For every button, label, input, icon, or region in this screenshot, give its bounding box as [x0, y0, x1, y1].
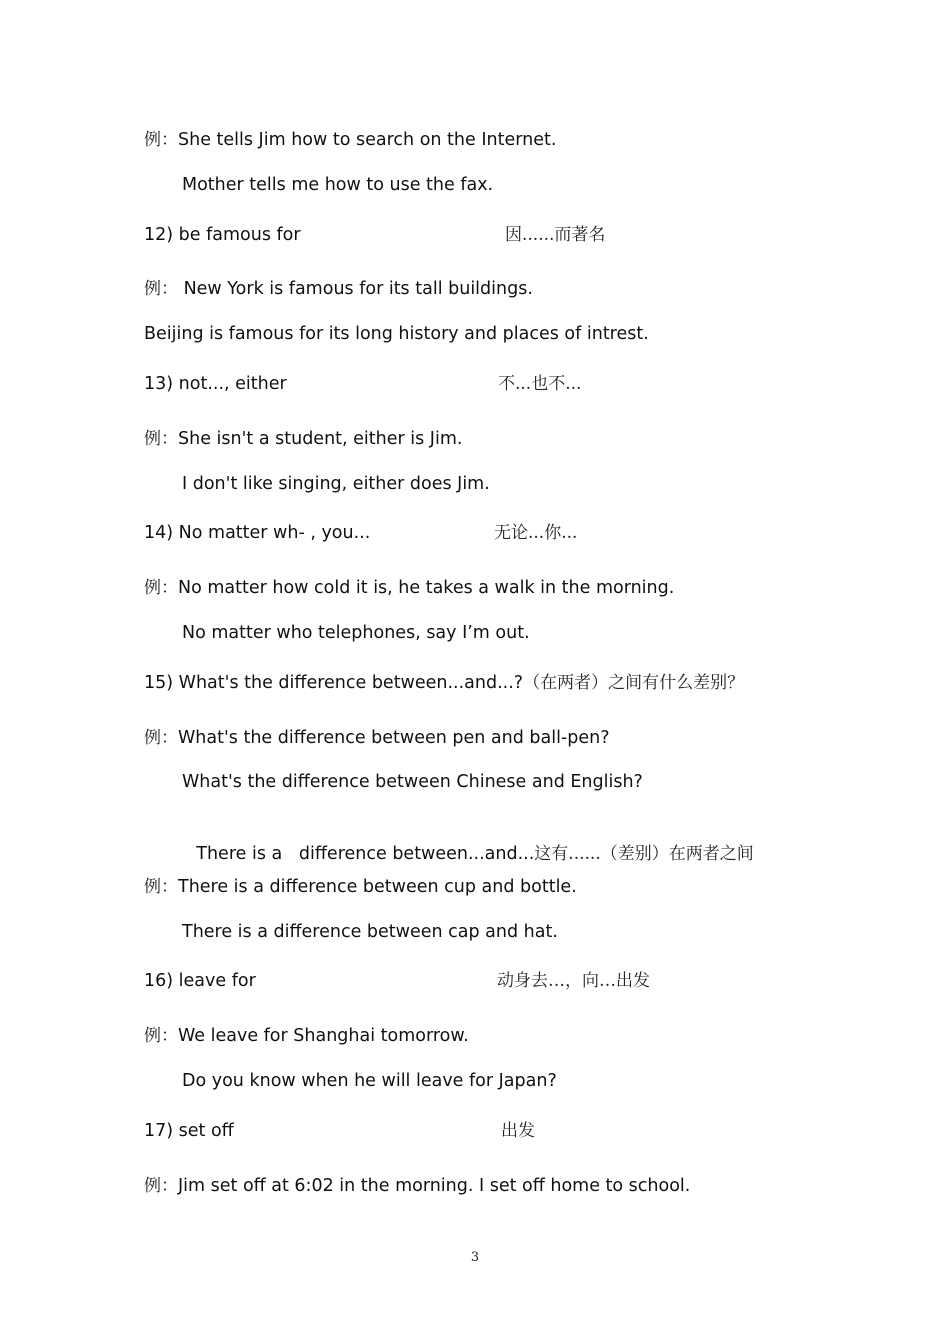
example-text: No matter how cold it is, he takes a walk in the morning.: [178, 578, 675, 598]
example-line: No matter who telephones, say I’m out.: [182, 623, 530, 643]
phrase-text: 15) What's the difference between...and...?: [144, 673, 524, 693]
phrase-translation: 不...也不...: [498, 374, 582, 394]
phrase-heading: 13) not..., either: [144, 374, 287, 394]
example-text: Jim set off at 6:02 in the morning. I set off home to school.: [178, 1176, 691, 1196]
example-line: What's the difference between Chinese and English?: [182, 772, 643, 792]
phrase-translation: 无论...你...: [494, 523, 578, 543]
example-text: She isn't a student, either is Jim.: [178, 429, 463, 449]
phrase-text: There is a difference between...and...: [196, 844, 535, 864]
example-text: What's the difference between pen and ball-pen?: [178, 728, 610, 748]
example-line: [144, 129, 556, 151]
example-label: 例：: [144, 130, 178, 150]
example-line: There is a difference between cap and hat.: [182, 922, 558, 942]
example-line: [144, 278, 533, 300]
example-label: 例：: [144, 728, 178, 748]
phrase-heading: 16) leave for: [144, 971, 256, 991]
phrase-translation: （在两者）之间有什么差别？: [523, 673, 745, 693]
phrase-translation: 出发: [501, 1121, 535, 1141]
example-label: 例：: [144, 429, 178, 449]
example-line: [144, 577, 674, 599]
phrase-heading: [144, 672, 744, 694]
example-text: She tells Jim how to search on the Internet.: [178, 130, 557, 150]
example-label: 例：: [144, 1176, 178, 1196]
example-line: Beijing is famous for its long history and places of intrest.: [144, 324, 649, 344]
example-line: I don't like singing, either does Jim.: [182, 474, 490, 494]
example-label: 例：: [144, 1026, 178, 1046]
example-line: [144, 876, 577, 898]
phrase-heading: 12) be famous for: [144, 225, 301, 245]
example-text: There is a difference between cup and bottle.: [178, 877, 577, 897]
example-line: [144, 428, 462, 450]
example-line: [144, 727, 610, 749]
phrase-translation: 这有......（差别）在两者之间: [534, 844, 754, 864]
phrase-translation: 因......而著名: [505, 225, 606, 245]
example-text: New York is famous for its tall buildings.: [178, 279, 533, 299]
page-number: 3: [470, 1250, 480, 1265]
example-label: 例：: [144, 578, 178, 598]
example-label: 例：: [144, 877, 178, 897]
phrase-heading: 14) No matter wh- , you...: [144, 523, 371, 543]
example-line: Do you know when he will leave for Japan?: [182, 1071, 557, 1091]
phrase-translation: 动身去…，向…出发: [497, 971, 650, 991]
example-line: [144, 1025, 469, 1047]
example-label: 例：: [144, 279, 178, 299]
phrase-heading: 17) set off: [144, 1121, 234, 1141]
example-line: [144, 1175, 690, 1197]
example-text: We leave for Shanghai tomorrow.: [178, 1026, 469, 1046]
example-line: Mother tells me how to use the fax.: [182, 175, 494, 195]
